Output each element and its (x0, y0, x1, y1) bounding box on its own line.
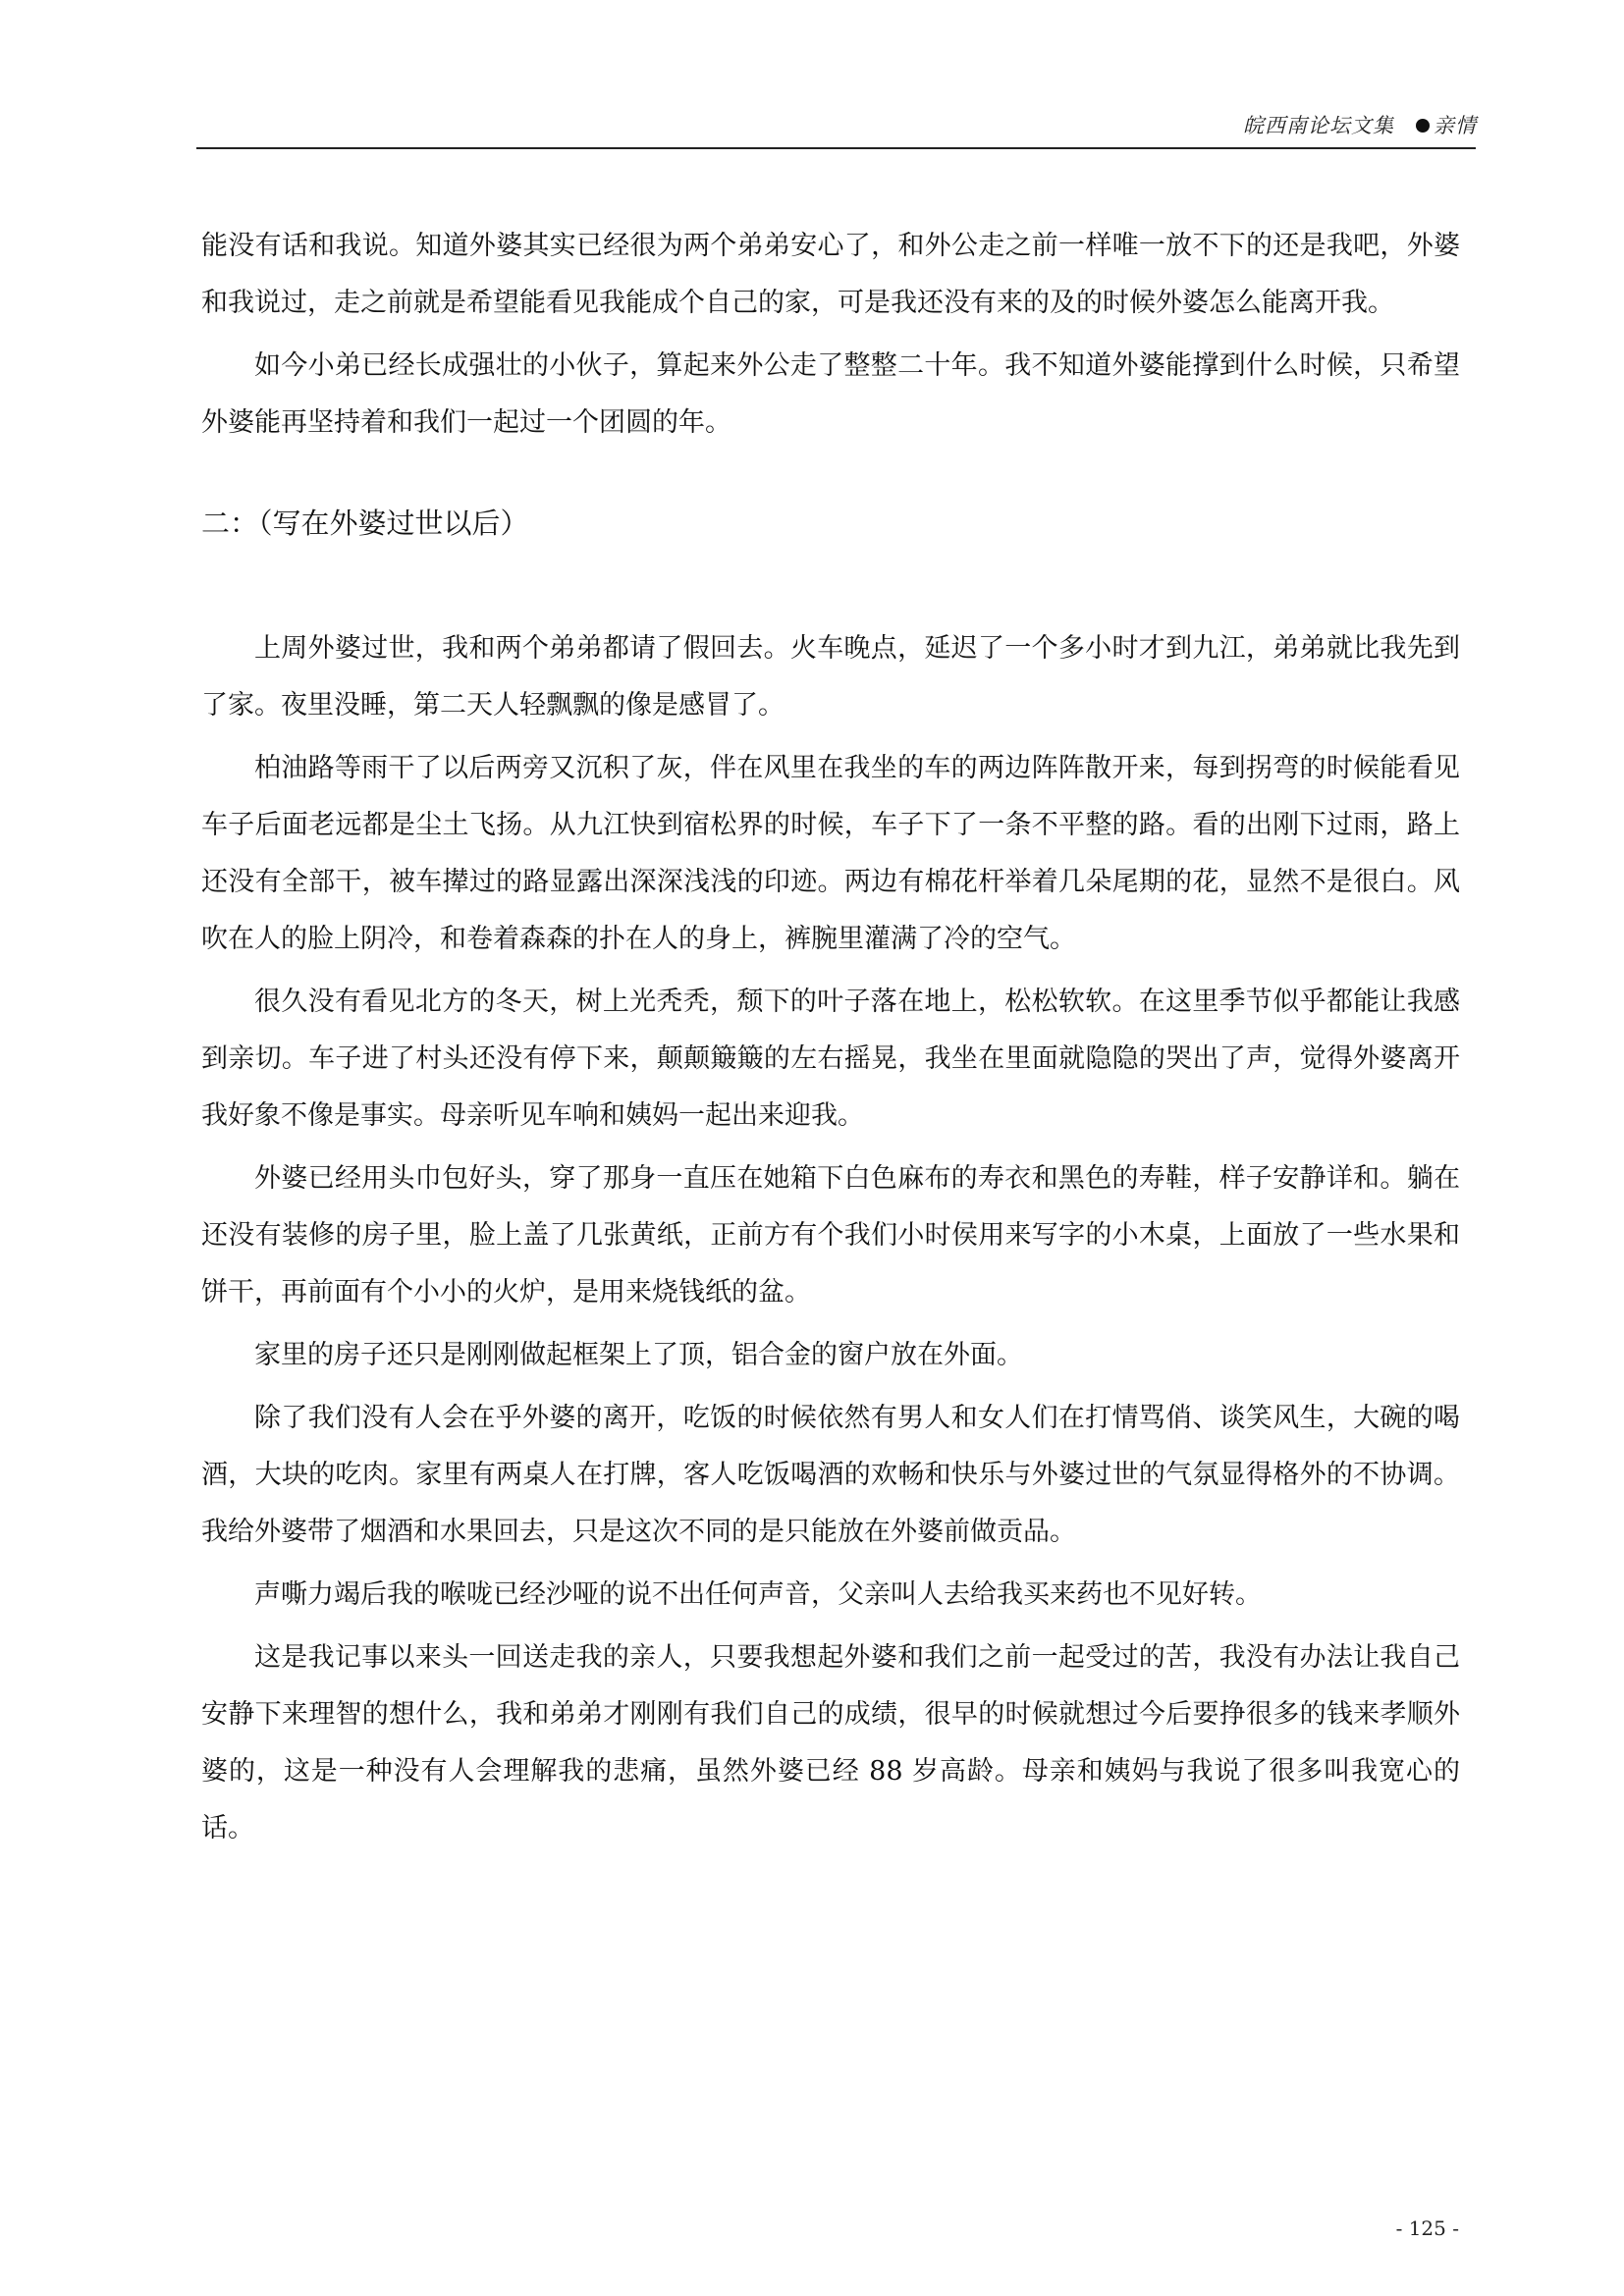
collection-title: 皖西南论坛文集 (1243, 114, 1394, 137)
paragraph: 如今小弟已经长成强壮的小伙子，算起来外公走了整整二十年。我不知道外婆能撑到什么时候，只希望外婆能再坚持着和我们一起过一个团圆的年。 (201, 350, 1460, 438)
bullet-icon (1416, 119, 1430, 133)
paragraph: 除了我们没有人会在乎外婆的离开，吃饭的时候依然有男人和女人们在打情骂俏、谈笑风生，大碗的喝酒，大块的吃肉。家里有两桌人在打牌，客人吃饭喝酒的欢畅和快乐与外婆过世的气氛显得格外的不协调。我给外婆带了烟酒和水果回去，只是这次不同的是只能放在外婆前做贡品。 (201, 1403, 1460, 1547)
paragraph: 很久没有看见北方的冬天，树上光秃秃，颓下的叶子落在地上，松松软软。在这里季节似乎都能让我感到亲切。车子进了村头还没有停下来，颠颠簸簸的左右摇晃，我坐在里面就隐隐的哭出了声，觉得外婆离开我好象不像是事实。母亲听见车响和姨妈一起出来迎我。 (201, 987, 1460, 1131)
paragraph: 这是我记事以来头一回送走我的亲人，只要我想起外婆和我们之前一起受过的苦，我没有办法让我自己安静下来理智的想什么，我和弟弟才刚刚有我们自己的成绩，很早的时候就想过今后要挣很多的钱来孝顺外婆的，这是一种没有人会理解我的悲痛，虽然外婆已经 88 岁高龄。母亲和姨妈与我说了很多叫我宽心的话。 (201, 1642, 1460, 1843)
paragraph: 声嘶力竭后我的喉咙已经沙哑的说不出任何声音，父亲叫人去给我买来药也不见好转。 (254, 1579, 1262, 1610)
paragraph-continued: 能没有话和我说。知道外婆其实已经很为两个弟弟安心了，和外公走之前一样唯一放不下的还是我吧，外婆和我说过，走之前就是希望能看见我能成个自己的家，可是我还没有来的及的时候外婆怎么能离开我。 (201, 231, 1460, 318)
paragraph: 家里的房子还只是刚刚做起框架上了顶，铝合金的窗户放在外面。 (254, 1340, 1023, 1370)
header-rule (196, 147, 1476, 149)
section-heading: 二：（写在外婆过世以后） (201, 507, 529, 540)
paragraph: 外婆已经用头巾包好头，穿了那身一直压在她箱下白色麻布的寿衣和黑色的寿鞋，样子安静详和。躺在还没有装修的房子里，脸上盖了几张黄纸，正前方有个我们小时侯用来写字的小木桌，上面放了一些水果和饼干，再前面有个小小的火炉，是用来烧钱纸的盆。 (201, 1163, 1460, 1308)
running-header (1243, 110, 1477, 139)
category-label: 亲情 (1434, 114, 1477, 137)
page-number: - 125 - (1395, 2216, 1459, 2240)
paragraph: 柏油路等雨干了以后两旁又沉积了灰，伴在风里在我坐的车的两边阵阵散开来，每到拐弯的时候能看见车子后面老远都是尘土飞扬。从九江快到宿松界的时候，车子下了一条不平整的路。看的出刚下过雨，路上还没有全部干，被车撵过的路显露出深深浅浅的印迹。两边有棉花杆举着几朵尾期的花，显然不是很白。风吹在人的脸上阴冷，和卷着森森的扑在人的身上，裤腕里灌满了冷的空气。 (201, 753, 1460, 954)
paragraph: 上周外婆过世，我和两个弟弟都请了假回去。火车晚点，延迟了一个多小时才到九江，弟弟就比我先到了家。夜里没睡，第二天人轻飘飘的像是感冒了。 (201, 633, 1460, 721)
article-body (201, 218, 1460, 1863)
